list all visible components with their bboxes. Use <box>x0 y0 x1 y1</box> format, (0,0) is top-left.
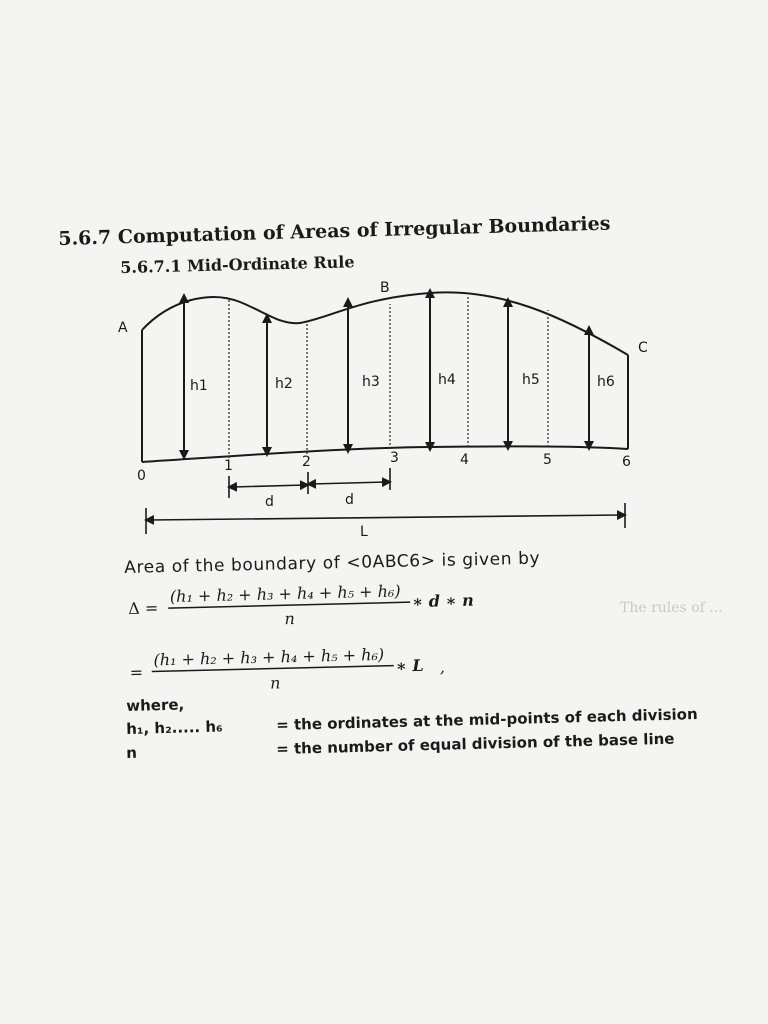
bleed-through-text: The rules of ... <box>620 600 723 616</box>
ordinate-label-h4: h4 <box>438 372 456 388</box>
definition-symbol: n <box>126 743 138 762</box>
interval-label-d1: d <box>265 494 274 510</box>
formula-delta: Δ = <box>127 598 159 619</box>
corner-label-c: C <box>638 340 648 356</box>
ordinate-label-h1: h1 <box>190 378 208 394</box>
where-label: where, <box>126 695 185 715</box>
formula-block <box>128 580 476 696</box>
division-label-1: 1 <box>224 458 233 474</box>
formula-multiplier-1: ∗ d ∗ n <box>411 590 474 612</box>
formula-multiplier-2: ∗ L <box>395 655 424 676</box>
ordinate-label-h6: h6 <box>597 374 615 390</box>
ordinate-label-h3: h3 <box>362 374 380 390</box>
length-label-l: L <box>360 524 368 540</box>
division-label-3: 3 <box>390 450 399 466</box>
definition-meaning: = the number of equal division of the base line <box>275 729 675 759</box>
interval-label-d2: d <box>345 492 354 508</box>
intro-text: Area of the boundary of <0ABC6> is given by <box>124 548 541 578</box>
definition-symbol: h₁, h₂..... h₆ <box>126 717 223 738</box>
corner-label-b: B <box>380 280 390 296</box>
length-dimension <box>146 503 625 534</box>
corner-label-a: A <box>118 320 128 336</box>
division-label-0: 0 <box>137 468 146 484</box>
definition-meaning: = the ordinates at the mid-points of each division <box>275 705 698 735</box>
section-heading: 5.6.7 Computation of Areas of Irregular Boundaries <box>58 212 611 250</box>
division-label-5: 5 <box>543 452 552 468</box>
irregular-boundary <box>142 292 628 355</box>
ordinate-label-h2: h2 <box>275 376 293 392</box>
formula-numerator-1: (h₁ + h₂ + h₃ + h₄ + h₅ + h₆) <box>169 581 401 607</box>
division-label-6: 6 <box>622 454 631 470</box>
division-label-2: 2 <box>302 454 311 470</box>
subsection-heading: 5.6.7.1 Mid-Ordinate Rule <box>120 252 355 277</box>
ordinate-label-h5: h5 <box>522 372 540 388</box>
formula-denominator-1: n <box>284 608 296 629</box>
formula-numerator-2: (h₁ + h₂ + h₃ + h₄ + h₅ + h₆) <box>153 644 385 670</box>
base-line <box>142 446 628 462</box>
formula-comma: , <box>439 657 446 677</box>
division-label-4: 4 <box>460 452 469 468</box>
interval-dimensions <box>229 468 390 498</box>
formula-equals: = <box>129 662 144 683</box>
formula-denominator-2: n <box>269 673 281 693</box>
